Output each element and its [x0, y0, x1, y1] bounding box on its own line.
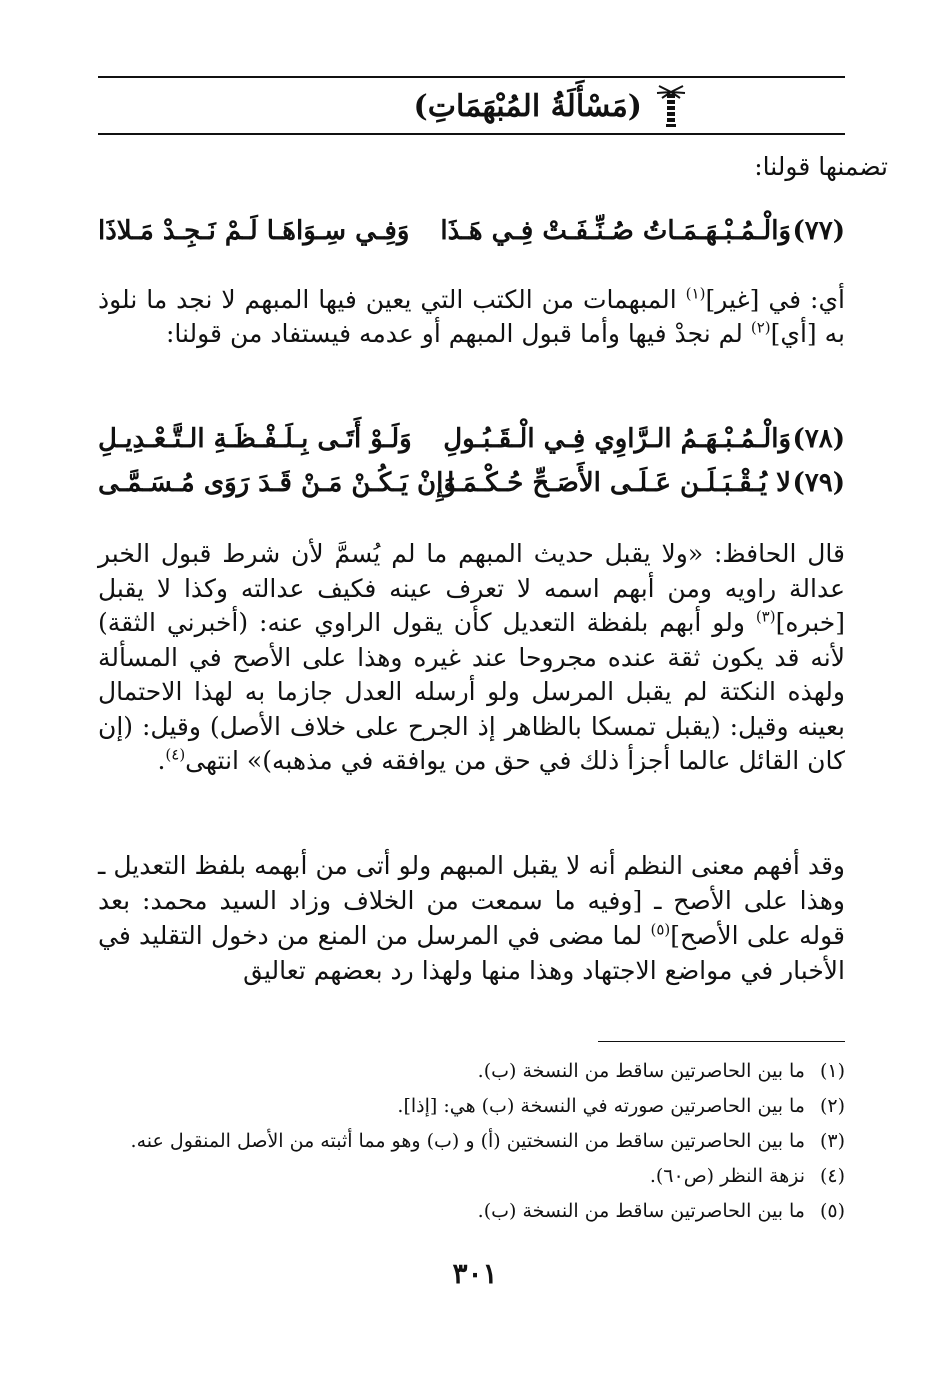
footnote-number: (١) — [819, 1060, 845, 1082]
paragraph-3 — [98, 848, 845, 988]
verse-number: (٧٩) — [792, 468, 845, 498]
top-rule — [98, 76, 845, 78]
footnote-number: (٥) — [819, 1200, 845, 1222]
para2-text-b: ولو أبهم بلفظة التعديل كأن يقول الراوي عنه: (أخبرني الثقة) لأنه قد يكون ثقة عنده مجروحا عند غيره وهذا على الأصح في المسألة ولهذه النكتة لم يقبل المرسل ولو أرسله العدل جازما به لهذا الاحتمال بعينه وقيل: (يقبل تمسكا بالظاهر إذ الجرح على خلاف الأصل) وقيل: (إن كان القائل عالما أجزأ ذلك في حق من يوافقه في مذهبه)» انتهى — [98, 608, 845, 775]
para1-text-a: أي: في [غير] — [705, 285, 845, 314]
section-header — [414, 84, 686, 128]
para2-text-c: . — [157, 746, 166, 775]
footnote-ref-1: (١) — [685, 284, 706, 303]
footnote-text: ما بين الحاصرتين ساقط من النسختين (أ) و (ب) وهو مما أثبته من الأصل المنقول عنه. — [130, 1130, 805, 1152]
verse-hemistich-second: وَإِنْ يَـكُـنْ مَـنْ قَـدَ رَوَى مُـسَـمَّـى — [98, 468, 456, 498]
footnote-text: ما بين الحاصرتين صورته في النسخة (ب) هي: [إذا]. — [397, 1095, 805, 1117]
intro-text: تضمنها قولنا: — [754, 152, 888, 181]
footnote-ref-4: (٤) — [165, 745, 186, 764]
verse-78 — [98, 424, 845, 462]
para1-text-b: المبهمات من الكتب التي يعين فيها المبهم لا نجد ما نلوذ به [أي] — [98, 285, 845, 348]
verse-hemistich-second: وَلَـوْ أَتَـى بِـلَـفْـظَـةِ الـتَّـعْـدِيـلِ — [98, 424, 412, 454]
para3-text-b: لما مضى في المرسل من المنع من دخول التقليد في الأخبار في مواضع الاجتهاد وهذا منها ولهذا رد بعضهم تعاليق — [98, 921, 845, 985]
footnote-item — [98, 1124, 845, 1159]
intro-line — [203, 150, 950, 184]
paragraph-1 — [98, 283, 845, 351]
verse-number: (٧٨) — [792, 424, 845, 454]
para3-text-a: وقد أفهم معنى النظم أنه لا يقبل المبهم ولو أتى من أبهمه بلفظ التعديل ـ وهذا على الأصح ـ [وفيه ما سمعت من الخلاف وزاد السيد محمد: بعد قوله على الأصح] — [98, 851, 845, 950]
footnote-item — [98, 1054, 845, 1089]
verse-hemistich-first: وَالْـمُـبْـهَـمَـاتُ صُـنِّـفَـتْ فِـي هَـذَا — [440, 216, 791, 246]
page-number: ٣٠١ — [452, 1257, 498, 1290]
para2-text-a: قال الحافظ: «ولا يقبل حديث المبهم ما لم يُسمَّ لأن شرط قبول الخبر عدالة راويه ومن أبهم اسمه لا تعرف عينه فكيف عدالته وكذا لا يقبل [خبره] — [98, 539, 845, 637]
title-rule — [98, 133, 845, 135]
verse-hemistich-first: لا يُـقْـبَـلَـن عَـلَـى الأَصَـحِّ حُـكْـمَـا — [447, 468, 791, 498]
verse-79 — [98, 468, 845, 506]
palm-ornament-icon — [656, 84, 686, 128]
para1-text-c: لم نجدْ فيها وأما قبول المبهم أو عدمه فيستفاد من قولنا: — [165, 319, 751, 348]
footnote-text: ما بين الحاصرتين ساقط من النسخة (ب). — [477, 1060, 805, 1082]
footnote-number: (٤) — [819, 1165, 845, 1187]
verse-hemistich-second: وَفِـي سِـوَاهَـا لَـمْ نَـجِـدْ مَـلاذَا — [98, 216, 410, 246]
verse-77 — [98, 216, 845, 254]
footnote-ref-2: (٢) — [750, 318, 771, 337]
paragraph-2 — [98, 537, 845, 779]
verse-hemistich-first: وَالْـمُـبْـهَـمُ الـرَّاوِي فِـي الْـقَـبُـولِ — [443, 424, 791, 454]
footnote-item — [98, 1159, 845, 1194]
footnote-ref-3: (٣) — [755, 607, 776, 626]
footnotes — [98, 1054, 845, 1229]
footnote-text: نزهة النظر (ص٦٠). — [649, 1165, 805, 1187]
section-title: (مَسْأَلَةُ المُبْهَمَاتِ) — [413, 88, 642, 124]
verse-number: (٧٧) — [792, 216, 845, 246]
footnote-number: (٢) — [819, 1095, 845, 1117]
footnote-item — [98, 1089, 845, 1124]
footnote-number: (٣) — [819, 1130, 845, 1152]
footnote-item — [98, 1194, 845, 1229]
footnote-ref-5: (٥) — [650, 920, 671, 939]
footnote-separator — [598, 1041, 845, 1042]
footnote-text: ما بين الحاصرتين ساقط من النسخة (ب). — [477, 1200, 805, 1222]
